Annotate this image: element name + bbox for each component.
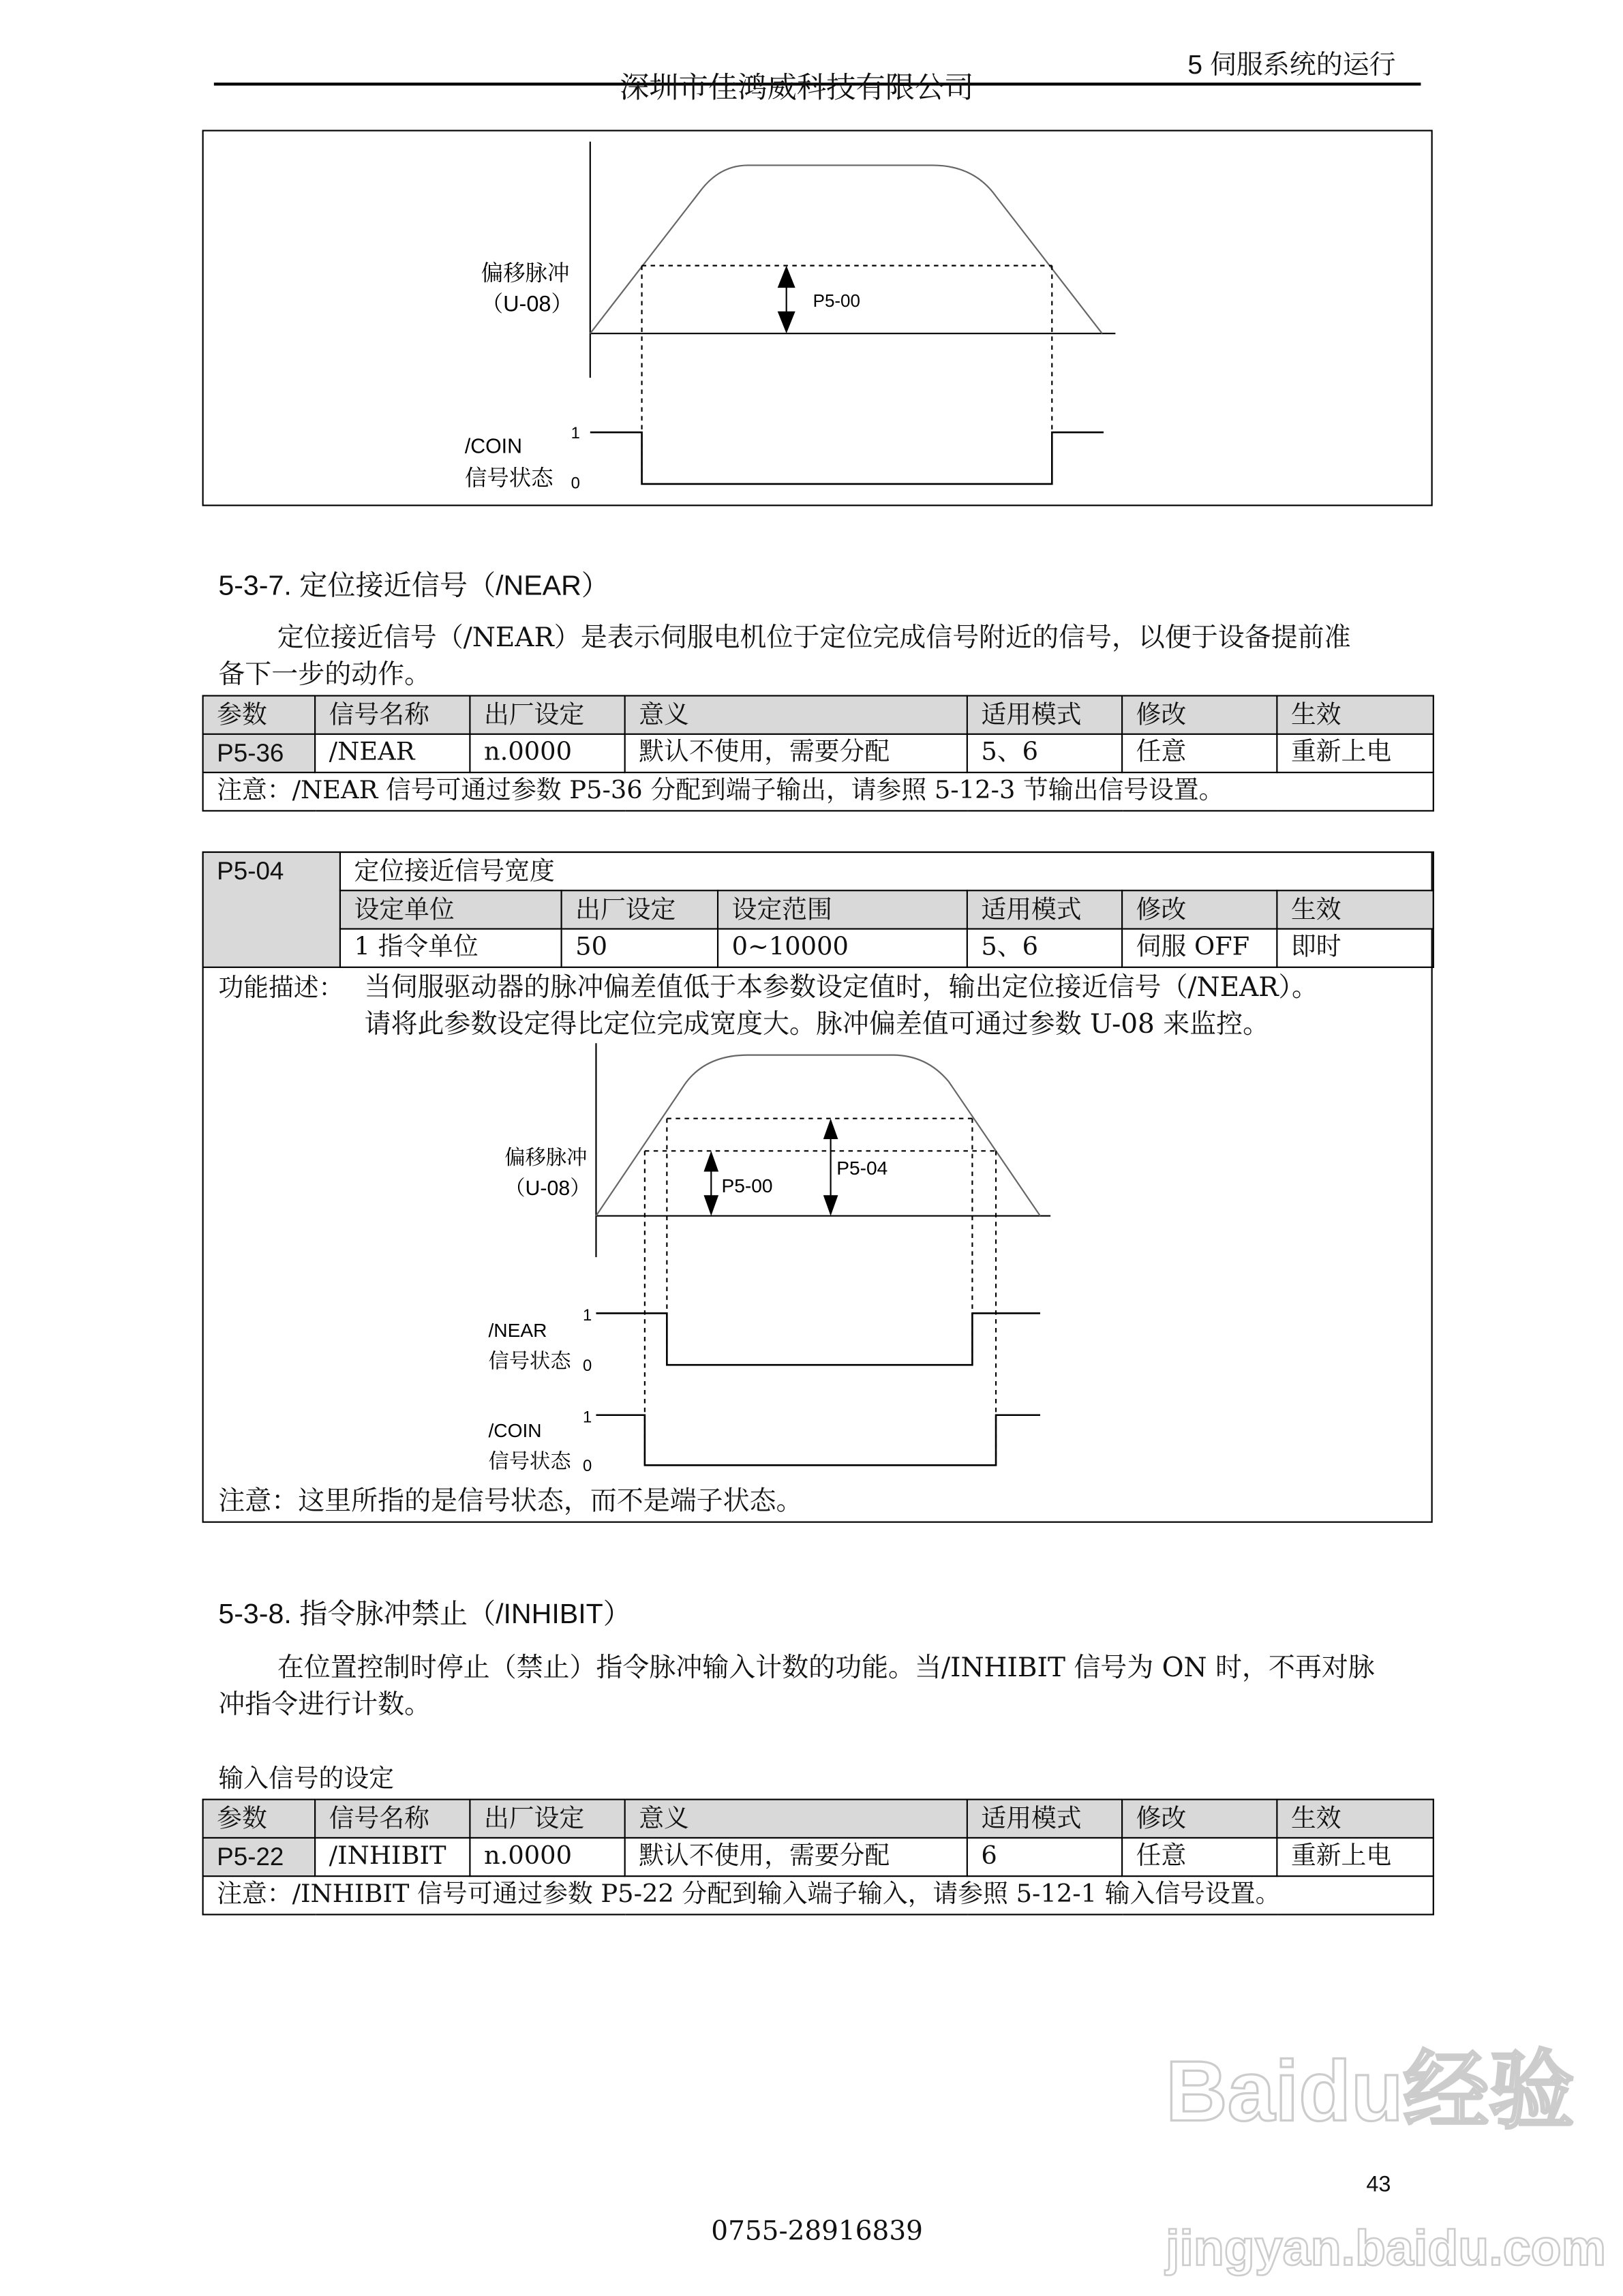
paragraph-line: 定位接近信号（/NEAR）是表示伺服电机位于定位完成信号附近的信号，以便于设备提前准	[277, 622, 1351, 654]
paragraph-line: 在位置控制时停止（禁止）指令脉冲输入计数的功能。当/INHIBIT 信号为 ON 时，不再对脉	[277, 1652, 1375, 1684]
cell: n.0000	[470, 1838, 624, 1876]
low-label: 0	[571, 474, 580, 493]
header-cell: 出厂设定	[470, 1800, 624, 1838]
header-cell: 生效	[1277, 890, 1434, 928]
signal-state-label: 信号状态	[464, 466, 553, 491]
low-label: 0	[582, 1457, 592, 1476]
arrow-label: P5-00	[813, 290, 860, 312]
note-cell: 注意：/INHIBIT 信号可通过参数 P5-22 分配到输入端子输入，请参照 5-12-1 输入信号设置。	[203, 1876, 1434, 1914]
cell: 任意	[1122, 734, 1277, 772]
cell: 50	[562, 929, 718, 967]
header-cell: 生效	[1277, 696, 1433, 734]
subheading: 输入信号的设定	[218, 1764, 394, 1793]
cell: n.0000	[470, 734, 624, 772]
signal-state-label: 信号状态	[488, 1450, 571, 1473]
y-sublabel: （U-08）	[481, 291, 573, 316]
note-text: 注意：这里所指的是信号状态，而不是端子状态。	[218, 1485, 803, 1517]
cell: 1 指令单位	[340, 929, 562, 967]
header-cell: 修改	[1122, 1800, 1277, 1838]
desc-label: 功能描述：	[218, 973, 344, 1002]
header-cell: 参数	[203, 696, 316, 734]
header-cell: 设定范围	[718, 890, 967, 928]
cell: 5、6	[967, 734, 1122, 772]
arrow-down-icon	[703, 1195, 718, 1215]
section-heading: 5-3-7. 定位接近信号（/NEAR）	[218, 571, 609, 603]
table-note-row	[203, 1876, 1434, 1914]
cell: 伺服 OFF	[1122, 929, 1277, 967]
header-cell: 信号名称	[315, 1800, 470, 1838]
deviation-curve	[596, 1055, 1040, 1216]
table-row	[203, 1838, 1434, 1876]
chapter-title: 5 伺服系统的运行	[1187, 50, 1396, 80]
page-number: 43	[1366, 2172, 1391, 2197]
cell: 默认不使用，需要分配	[625, 1838, 967, 1876]
desc-line: 请将此参数设定得比定位完成宽度大。脉冲偏差值可通过参数 U-08 来监控。	[364, 1009, 1270, 1040]
y-label: 偏移脉冲	[504, 1146, 588, 1169]
header-cell: 出厂设定	[562, 890, 718, 928]
cell: 任意	[1122, 1838, 1277, 1876]
cell: 重新上电	[1277, 734, 1433, 772]
param-code: P5-04	[203, 852, 340, 967]
cell: 即时	[1277, 929, 1434, 967]
arrow-label-p5-04: P5-04	[836, 1157, 888, 1179]
signal-table-inhibit	[202, 1799, 1434, 1916]
note-cell: 注意：/NEAR 信号可通过参数 P5-36 分配到端子输出，请参照 5-12-3 节输出信号设置。	[203, 772, 1434, 811]
near-signal-name: /NEAR	[488, 1320, 547, 1342]
high-label: 1	[582, 1306, 592, 1325]
baidu-watermark-logo: Baidu经验	[1165, 2043, 1575, 2140]
cell: 0~10000	[718, 929, 967, 967]
arrow-label-p5-00: P5-00	[721, 1175, 773, 1196]
cell: 5、6	[967, 929, 1122, 967]
desc-line: 当伺服驱动器的脉冲偏差值低于本参数设定值时，输出定位接近信号（/NEAR）。	[364, 972, 1319, 1003]
cell: /INHIBIT	[315, 1838, 470, 1876]
cell: 默认不使用，需要分配	[625, 734, 967, 772]
footer-phone: 0755-28916839	[711, 2216, 923, 2248]
param-cell: P5-22	[203, 1838, 316, 1876]
arrow-down-icon	[823, 1195, 838, 1215]
coin-signal-line	[596, 1415, 1040, 1466]
section-heading: 5-3-8. 指令脉冲禁止（/INHIBIT）	[218, 1599, 631, 1631]
paragraph-line: 冲指令进行计数。	[218, 1689, 431, 1721]
header-cell: 意义	[625, 696, 967, 734]
near-signal-line	[596, 1313, 1040, 1365]
diagram-mark	[596, 1043, 1050, 1465]
signal-state-label: 信号状态	[488, 1350, 571, 1373]
header-cell: 意义	[625, 1800, 967, 1838]
arrow-up-icon	[703, 1151, 718, 1171]
param-cell: P5-36	[203, 734, 316, 772]
header-cell: 参数	[203, 1800, 316, 1838]
arrow-up-icon	[823, 1119, 838, 1139]
cell: /NEAR	[315, 734, 470, 772]
header-cell: 信号名称	[315, 696, 470, 734]
header-cell: 适用模式	[967, 696, 1122, 734]
y-sublabel: （U-08）	[504, 1177, 591, 1200]
header-cell: 适用模式	[967, 890, 1122, 928]
header-cell: 设定单位	[340, 890, 562, 928]
cell: 6	[967, 1838, 1122, 1876]
header-cell: 修改	[1122, 890, 1277, 928]
param-title: 定位接近信号宽度	[340, 852, 1434, 890]
header-cell: 生效	[1277, 1800, 1433, 1838]
high-label: 1	[582, 1408, 592, 1427]
baidu-watermark-url: jingyan.baidu.com	[1165, 2220, 1607, 2277]
y-label: 偏移脉冲	[481, 260, 570, 286]
paragraph-line: 备下一步的动作。	[218, 659, 431, 691]
coin-signal-name: /COIN	[488, 1420, 542, 1442]
company-name: 深圳市佳鸿威科技有限公司	[620, 69, 974, 105]
low-label: 0	[582, 1356, 592, 1375]
cell: 重新上电	[1277, 1838, 1433, 1876]
signal-name: /COIN	[464, 435, 522, 458]
high-label: 1	[571, 423, 580, 442]
table-header-row	[203, 1800, 1434, 1838]
header-cell: 出厂设定	[470, 696, 624, 734]
header-cell: 适用模式	[967, 1800, 1122, 1838]
header-cell: 修改	[1122, 696, 1277, 734]
